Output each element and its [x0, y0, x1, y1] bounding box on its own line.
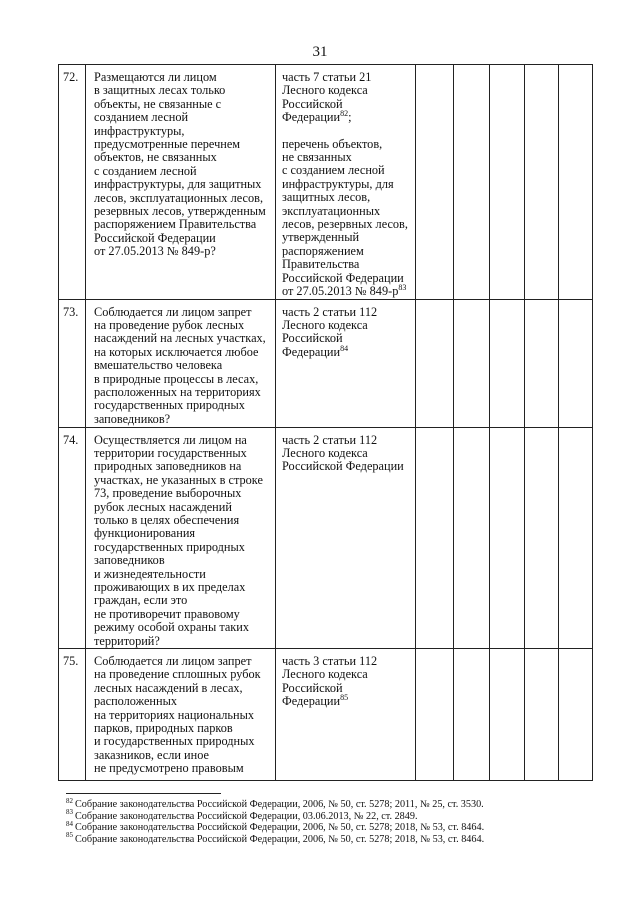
text-line: Правительства	[282, 257, 360, 272]
text-line: граждан, если это	[94, 593, 188, 608]
text-line: заповедников?	[94, 411, 171, 426]
footnote	[66, 831, 536, 846]
answer-cell[interactable]	[454, 65, 490, 300]
text-line: государственных природных	[94, 539, 245, 554]
text-line: Российской	[282, 96, 343, 111]
answer-cell[interactable]	[525, 65, 559, 300]
text-line: часть 2 статьи 112	[282, 304, 378, 319]
text-line: насаждений на лесных участках,	[94, 331, 266, 346]
text-line: Соблюдается ли лицом запрет	[94, 654, 252, 668]
text-line: Российской	[282, 680, 343, 695]
text-line: заповедников	[94, 553, 165, 568]
text-line: 73, проведение выборочных	[94, 486, 242, 501]
text-line: природных заповедников на	[94, 459, 242, 474]
text-line: на проведение рубок лесных	[94, 317, 245, 332]
text-line: лесов, резервных лесов,	[282, 217, 408, 232]
text-line: Федерации$^{85}$	[282, 693, 349, 709]
text-line: Соблюдается ли лицом запрет	[94, 304, 252, 319]
punctuation: ;	[348, 110, 352, 125]
text-line: расположенных	[94, 694, 177, 709]
question-cell	[86, 65, 276, 300]
text-line: парков, природных парков	[94, 721, 233, 736]
table-row	[59, 427, 593, 649]
answer-cell[interactable]	[559, 299, 593, 427]
answer-cell[interactable]	[416, 427, 454, 649]
footnote-text: Собрание законодательства Российской Федерации, 03.06.2013, № 22, ст. 2849.	[75, 810, 418, 822]
answer-cell[interactable]	[490, 65, 525, 300]
row-number: 74.	[59, 427, 86, 649]
text-line: территории государственных	[94, 445, 247, 460]
footnote-ref: 82	[66, 796, 73, 805]
text-line: не связанных	[282, 150, 352, 165]
footnote-ref: 83	[66, 808, 73, 817]
text-line: Лесного кодекса	[282, 667, 368, 682]
footnote-ref: 82	[340, 109, 349, 119]
text-line: не противоречит правовому	[94, 606, 240, 621]
answer-cell[interactable]	[490, 649, 525, 781]
footnote	[66, 819, 536, 834]
answer-cell[interactable]	[559, 65, 593, 300]
text-line: заказников, если иное	[94, 747, 209, 762]
table-row	[59, 65, 593, 300]
footnote-ref: 84	[66, 819, 73, 828]
answer-cell[interactable]	[490, 427, 525, 649]
text-line: объектов, не связанных	[94, 150, 217, 165]
footnote-divider	[66, 793, 221, 794]
text-line: Российской Федерации	[282, 270, 404, 285]
table-row	[59, 299, 593, 427]
text-line: только в целях обеспечения	[94, 512, 240, 527]
basis-cell	[276, 65, 416, 300]
text-line: предусмотренные перечнем	[94, 137, 241, 152]
text-line: утвержденный	[282, 230, 360, 245]
text-line: эксплуатационных	[282, 203, 381, 218]
answer-cell[interactable]	[416, 299, 454, 427]
table-body	[59, 65, 593, 781]
page-number: 31	[312, 44, 328, 60]
answer-cell[interactable]	[525, 299, 559, 427]
basis-text	[282, 71, 413, 125]
footnote-ref: 85	[340, 693, 349, 703]
text-line: Лесного кодекса	[282, 83, 368, 98]
row-number: 73.	[59, 299, 86, 427]
text-line: часть 2 статьи 112	[282, 432, 378, 447]
answer-cell[interactable]	[454, 649, 490, 781]
text-line: Осуществляется ли лицом на	[94, 432, 247, 447]
question-cell	[86, 427, 276, 649]
row-number: 72.	[59, 65, 86, 300]
text-line: объекты, не связанные с	[94, 96, 222, 111]
answer-cell[interactable]	[559, 427, 593, 649]
text-line: инфраструктуры,	[94, 123, 185, 138]
text-line: в природные процессы в лесах,	[94, 371, 259, 386]
footnote	[66, 808, 536, 823]
text-line: расположенных на территориях	[94, 384, 261, 399]
text-line: созданием лесной	[94, 110, 189, 125]
answer-cell[interactable]	[416, 65, 454, 300]
answer-cell[interactable]	[525, 427, 559, 649]
text-line: распоряжением Правительства	[94, 217, 257, 232]
footnote-ref: 83	[398, 283, 407, 292]
basis-cell	[276, 299, 416, 427]
text-line: режиму особой охраны таких	[94, 620, 250, 635]
text-line: от 27.05.2013 № 849-р?	[94, 244, 216, 259]
text-line: защитных лесов,	[282, 190, 371, 205]
answer-cell[interactable]	[416, 649, 454, 781]
text-line: с созданием лесной	[282, 163, 385, 178]
question-cell	[86, 299, 276, 427]
text-line: на которых исключается любое	[94, 344, 259, 359]
answer-cell[interactable]	[525, 649, 559, 781]
text-line: Лесного кодекса	[282, 445, 368, 460]
footnote	[66, 796, 536, 811]
text-line: инфраструктуры, для	[282, 176, 394, 191]
checklist-table	[58, 64, 593, 781]
text-line: часть 7 статьи 21	[282, 70, 372, 84]
text-line: Российской	[282, 331, 343, 346]
table-row	[59, 649, 593, 781]
text-line: Российской Федерации	[94, 230, 216, 245]
answer-cell[interactable]	[490, 299, 525, 427]
text-line: с созданием лесной	[94, 163, 197, 178]
text-line: территорий?	[94, 633, 160, 648]
text-line: на территориях национальных	[94, 707, 255, 722]
text-line: резервных лесов, утвержденным	[94, 204, 266, 219]
text-line: на проведение сплошных рубок	[94, 667, 261, 682]
text-line: перечень объектов,	[282, 136, 383, 151]
answer-cell[interactable]	[454, 427, 490, 649]
text-line: Размещаются ли лицом	[94, 70, 217, 84]
footnote-text: Собрание законодательства Российской Федерации, 2006, № 50, ст. 5278; 2011, № 25, ст. 3530.	[75, 799, 484, 810]
text-line: от 27.05.2013 № $849-р^{83}$	[282, 283, 407, 299]
text-line: распоряжением	[282, 243, 364, 258]
text-line: Федерации$^{82}$;	[282, 109, 352, 125]
text-line: в защитных лесах только	[94, 83, 226, 98]
basis-cell	[276, 427, 416, 649]
basis-text	[282, 138, 413, 299]
text-line: инфраструктуры, для защитных	[94, 177, 262, 192]
answer-cell[interactable]	[559, 649, 593, 781]
text-line: функционирования	[94, 526, 196, 541]
text-line: Российской Федерации	[282, 459, 404, 474]
footnote-ref: 84	[340, 343, 349, 353]
answer-cell[interactable]	[454, 299, 490, 427]
text-line: лесных насаждений в лесах,	[94, 680, 243, 695]
text-line: и государственных природных	[94, 734, 255, 749]
footnote-ref: 85	[66, 831, 73, 840]
question-cell	[86, 649, 276, 781]
text-line: и жизнедеятельности	[94, 566, 206, 581]
text-line: не предусмотрено правовым	[94, 761, 244, 776]
basis-cell	[276, 649, 416, 781]
text-line: Федерации$^{84}$	[282, 343, 349, 359]
text-line: лесов, эксплуатационных лесов,	[94, 190, 264, 205]
text-line: проживающих в их пределах	[94, 579, 246, 594]
text-line: государственных природных	[94, 398, 245, 413]
text-line: участках, не указанных в строке	[94, 472, 263, 487]
footnote-text: Собрание законодательства Российской Федерации, 2006, № 50, ст. 5278; 2018, № 53, ст. 8464.	[75, 833, 485, 845]
text-line: вмешательство человека	[94, 358, 223, 373]
text-line: часть 3 статьи 112	[282, 654, 378, 668]
text-line: Лесного кодекса	[282, 317, 368, 332]
row-number: 75.	[59, 649, 86, 781]
footnotes	[66, 793, 536, 845]
footnote-text: Собрание законодательства Российской Федерации, 2006, № 50, ст. 5278; 2018, № 53, ст. 8464.	[75, 822, 485, 834]
text-line: рубок лесных насаждений	[94, 499, 232, 514]
